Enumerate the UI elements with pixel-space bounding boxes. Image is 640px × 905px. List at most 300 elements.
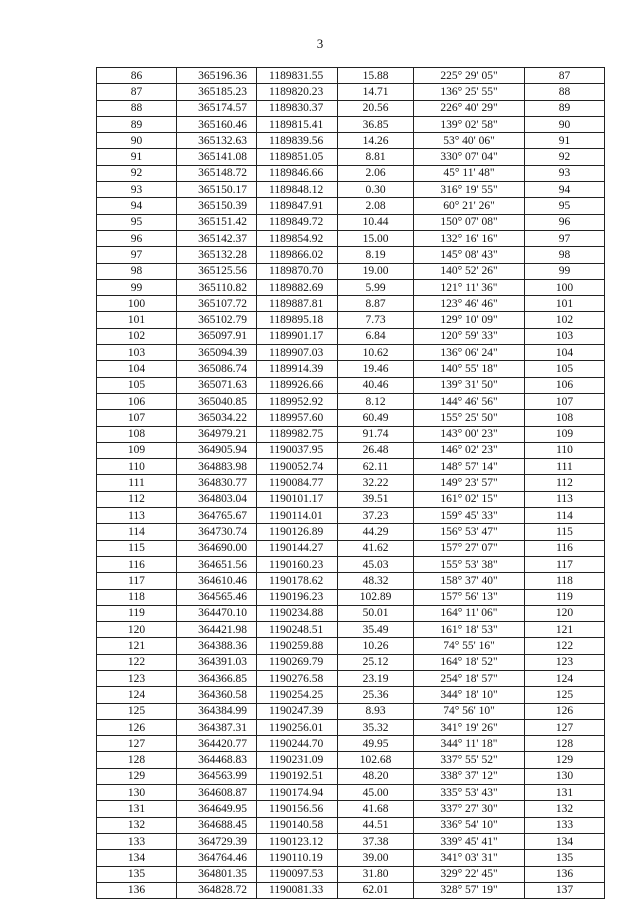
distance-cell: 37.38 <box>338 833 414 849</box>
y-coordinate-cell: 1189839.56 <box>257 133 338 149</box>
x-coordinate-cell: 364729.39 <box>177 833 257 849</box>
distance-cell: 62.01 <box>338 882 414 898</box>
next-point-cell: 115 <box>525 524 605 540</box>
y-coordinate-cell: 1189831.55 <box>257 68 338 84</box>
distance-cell: 91.74 <box>338 426 414 442</box>
distance-cell: 49.95 <box>338 736 414 752</box>
x-coordinate-cell: 364765.67 <box>177 508 257 524</box>
table-row <box>97 361 605 377</box>
x-coordinate-cell: 365196.36 <box>177 68 257 84</box>
y-coordinate-cell: 1190259.88 <box>257 638 338 654</box>
y-coordinate-cell: 1189815.41 <box>257 116 338 132</box>
distance-cell: 19.46 <box>338 361 414 377</box>
y-coordinate-cell: 1190097.53 <box>257 866 338 882</box>
y-coordinate-cell: 1190254.25 <box>257 687 338 703</box>
y-coordinate-cell: 1189907.03 <box>257 345 338 361</box>
table-row <box>97 687 605 703</box>
point-number-cell: 100 <box>97 296 177 312</box>
bearing-cell: 120° 59' 33" <box>414 328 525 344</box>
distance-cell: 60.49 <box>338 410 414 426</box>
x-coordinate-cell: 365174.57 <box>177 100 257 116</box>
table-row <box>97 100 605 116</box>
next-point-cell: 89 <box>525 100 605 116</box>
x-coordinate-cell: 364391.03 <box>177 654 257 670</box>
y-coordinate-cell: 1189846.66 <box>257 165 338 181</box>
point-number-cell: 131 <box>97 801 177 817</box>
point-number-cell: 114 <box>97 524 177 540</box>
distance-cell: 14.26 <box>338 133 414 149</box>
distance-cell: 102.89 <box>338 589 414 605</box>
point-number-cell: 120 <box>97 622 177 638</box>
next-point-cell: 136 <box>525 866 605 882</box>
x-coordinate-cell: 364905.94 <box>177 442 257 458</box>
y-coordinate-cell: 1189866.02 <box>257 247 338 263</box>
next-point-cell: 99 <box>525 263 605 279</box>
y-coordinate-cell: 1190174.94 <box>257 785 338 801</box>
table-row <box>97 801 605 817</box>
table-row <box>97 263 605 279</box>
next-point-cell: 122 <box>525 638 605 654</box>
point-number-cell: 136 <box>97 882 177 898</box>
bearing-cell: 129° 10' 09" <box>414 312 525 328</box>
point-number-cell: 125 <box>97 703 177 719</box>
x-coordinate-cell: 364649.95 <box>177 801 257 817</box>
distance-cell: 35.49 <box>338 622 414 638</box>
next-point-cell: 109 <box>525 426 605 442</box>
next-point-cell: 130 <box>525 768 605 784</box>
x-coordinate-cell: 365148.72 <box>177 165 257 181</box>
next-point-cell: 111 <box>525 459 605 475</box>
x-coordinate-cell: 365185.23 <box>177 84 257 100</box>
distance-cell: 44.29 <box>338 524 414 540</box>
bearing-cell: 341° 03' 31" <box>414 850 525 866</box>
bearing-cell: 148° 57' 14" <box>414 459 525 475</box>
distance-cell: 41.68 <box>338 801 414 817</box>
table-row <box>97 540 605 556</box>
point-number-cell: 96 <box>97 230 177 246</box>
next-point-cell: 98 <box>525 247 605 263</box>
table-row <box>97 312 605 328</box>
y-coordinate-cell: 1190110.19 <box>257 850 338 866</box>
x-coordinate-cell: 365110.82 <box>177 279 257 295</box>
x-coordinate-cell: 365141.08 <box>177 149 257 165</box>
bearing-cell: 341° 19' 26" <box>414 719 525 735</box>
x-coordinate-cell: 364421.98 <box>177 622 257 638</box>
next-point-cell: 134 <box>525 833 605 849</box>
table-row <box>97 866 605 882</box>
distance-cell: 8.93 <box>338 703 414 719</box>
distance-cell: 10.62 <box>338 345 414 361</box>
y-coordinate-cell: 1190114.01 <box>257 508 338 524</box>
point-number-cell: 92 <box>97 165 177 181</box>
x-coordinate-cell: 364651.56 <box>177 556 257 572</box>
point-number-cell: 107 <box>97 410 177 426</box>
point-number-cell: 95 <box>97 214 177 230</box>
bearing-cell: 337° 27' 30" <box>414 801 525 817</box>
bearing-cell: 161° 18' 53" <box>414 622 525 638</box>
distance-cell: 41.62 <box>338 540 414 556</box>
y-coordinate-cell: 1189901.17 <box>257 328 338 344</box>
y-coordinate-cell: 1190256.01 <box>257 719 338 735</box>
point-number-cell: 104 <box>97 361 177 377</box>
distance-cell: 7.73 <box>338 312 414 328</box>
table-row <box>97 230 605 246</box>
table-row <box>97 442 605 458</box>
bearing-cell: 159° 45' 33" <box>414 508 525 524</box>
y-coordinate-cell: 1190140.58 <box>257 817 338 833</box>
point-number-cell: 86 <box>97 68 177 84</box>
bearing-cell: 45° 11' 48" <box>414 165 525 181</box>
y-coordinate-cell: 1190126.89 <box>257 524 338 540</box>
distance-cell: 39.51 <box>338 491 414 507</box>
table-row <box>97 508 605 524</box>
point-number-cell: 132 <box>97 817 177 833</box>
next-point-cell: 108 <box>525 410 605 426</box>
x-coordinate-cell: 365151.42 <box>177 214 257 230</box>
distance-cell: 15.88 <box>338 68 414 84</box>
y-coordinate-cell: 1190156.56 <box>257 801 338 817</box>
next-point-cell: 94 <box>525 182 605 198</box>
next-point-cell: 131 <box>525 785 605 801</box>
distance-cell: 0.30 <box>338 182 414 198</box>
y-coordinate-cell: 1190269.79 <box>257 654 338 670</box>
y-coordinate-cell: 1190196.23 <box>257 589 338 605</box>
table-row <box>97 475 605 491</box>
y-coordinate-cell: 1189854.92 <box>257 230 338 246</box>
distance-cell: 14.71 <box>338 84 414 100</box>
next-point-cell: 126 <box>525 703 605 719</box>
table-row <box>97 785 605 801</box>
bearing-cell: 336° 54' 10" <box>414 817 525 833</box>
next-point-cell: 106 <box>525 377 605 393</box>
x-coordinate-cell: 364730.74 <box>177 524 257 540</box>
table-row <box>97 670 605 686</box>
table-row <box>97 345 605 361</box>
next-point-cell: 95 <box>525 198 605 214</box>
bearing-cell: 164° 11' 06" <box>414 605 525 621</box>
y-coordinate-cell: 1189882.69 <box>257 279 338 295</box>
distance-cell: 35.32 <box>338 719 414 735</box>
next-point-cell: 125 <box>525 687 605 703</box>
x-coordinate-cell: 364979.21 <box>177 426 257 442</box>
bearing-cell: 316° 19' 55" <box>414 182 525 198</box>
x-coordinate-cell: 364608.87 <box>177 785 257 801</box>
bearing-cell: 144° 46' 56" <box>414 393 525 409</box>
point-number-cell: 134 <box>97 850 177 866</box>
next-point-cell: 102 <box>525 312 605 328</box>
point-number-cell: 115 <box>97 540 177 556</box>
table-row <box>97 459 605 475</box>
bearing-cell: 344° 11' 18" <box>414 736 525 752</box>
point-number-cell: 122 <box>97 654 177 670</box>
table-row <box>97 247 605 263</box>
point-number-cell: 119 <box>97 605 177 621</box>
bearing-cell: 139° 02' 58" <box>414 116 525 132</box>
table-row <box>97 605 605 621</box>
distance-cell: 5.99 <box>338 279 414 295</box>
point-number-cell: 102 <box>97 328 177 344</box>
page-number: 3 <box>316 36 324 51</box>
table-row <box>97 524 605 540</box>
x-coordinate-cell: 364883.98 <box>177 459 257 475</box>
x-coordinate-cell: 364688.45 <box>177 817 257 833</box>
point-number-cell: 126 <box>97 719 177 735</box>
y-coordinate-cell: 1190037.95 <box>257 442 338 458</box>
bearing-cell: 143° 00' 23" <box>414 426 525 442</box>
y-coordinate-cell: 1189851.05 <box>257 149 338 165</box>
next-point-cell: 120 <box>525 605 605 621</box>
next-point-cell: 97 <box>525 230 605 246</box>
x-coordinate-cell: 364828.72 <box>177 882 257 898</box>
x-coordinate-cell: 364384.99 <box>177 703 257 719</box>
point-number-cell: 91 <box>97 149 177 165</box>
bearing-cell: 74° 56' 10" <box>414 703 525 719</box>
table-row <box>97 328 605 344</box>
x-coordinate-cell: 364563.99 <box>177 768 257 784</box>
x-coordinate-cell: 365132.28 <box>177 247 257 263</box>
table-row <box>97 589 605 605</box>
distance-cell: 2.06 <box>338 165 414 181</box>
y-coordinate-cell: 1189957.60 <box>257 410 338 426</box>
next-point-cell: 93 <box>525 165 605 181</box>
point-number-cell: 123 <box>97 670 177 686</box>
distance-cell: 10.44 <box>338 214 414 230</box>
x-coordinate-cell: 365034.22 <box>177 410 257 426</box>
distance-cell: 45.03 <box>338 556 414 572</box>
next-point-cell: 132 <box>525 801 605 817</box>
bearing-cell: 329° 22' 45" <box>414 866 525 882</box>
x-coordinate-cell: 364470.10 <box>177 605 257 621</box>
distance-cell: 37.23 <box>338 508 414 524</box>
point-number-cell: 110 <box>97 459 177 475</box>
x-coordinate-cell: 364468.83 <box>177 752 257 768</box>
y-coordinate-cell: 1190192.51 <box>257 768 338 784</box>
x-coordinate-cell: 365094.39 <box>177 345 257 361</box>
point-number-cell: 117 <box>97 573 177 589</box>
table-row <box>97 573 605 589</box>
distance-cell: 102.68 <box>338 752 414 768</box>
y-coordinate-cell: 1190231.09 <box>257 752 338 768</box>
distance-cell: 25.12 <box>338 654 414 670</box>
next-point-cell: 123 <box>525 654 605 670</box>
bearing-cell: 156° 53' 47" <box>414 524 525 540</box>
y-coordinate-cell: 1190234.88 <box>257 605 338 621</box>
bearing-cell: 149° 23' 57" <box>414 475 525 491</box>
y-coordinate-cell: 1190160.23 <box>257 556 338 572</box>
x-coordinate-cell: 365150.17 <box>177 182 257 198</box>
point-number-cell: 101 <box>97 312 177 328</box>
bearing-cell: 145° 08' 43" <box>414 247 525 263</box>
next-point-cell: 127 <box>525 719 605 735</box>
table-row <box>97 198 605 214</box>
bearing-cell: 150° 07' 08" <box>414 214 525 230</box>
x-coordinate-cell: 365040.85 <box>177 393 257 409</box>
y-coordinate-cell: 1190248.51 <box>257 622 338 638</box>
distance-cell: 25.36 <box>338 687 414 703</box>
point-number-cell: 88 <box>97 100 177 116</box>
table-row <box>97 703 605 719</box>
x-coordinate-cell: 364366.85 <box>177 670 257 686</box>
point-number-cell: 130 <box>97 785 177 801</box>
table-row <box>97 719 605 735</box>
next-point-cell: 104 <box>525 345 605 361</box>
x-coordinate-cell: 364610.46 <box>177 573 257 589</box>
table-row <box>97 752 605 768</box>
distance-cell: 50.01 <box>338 605 414 621</box>
x-coordinate-cell: 364420.77 <box>177 736 257 752</box>
point-number-cell: 116 <box>97 556 177 572</box>
bearing-cell: 328° 57' 19" <box>414 882 525 898</box>
x-coordinate-cell: 364801.35 <box>177 866 257 882</box>
next-point-cell: 129 <box>525 752 605 768</box>
bearing-cell: 161° 02' 15" <box>414 491 525 507</box>
table-body <box>97 68 605 899</box>
y-coordinate-cell: 1189870.70 <box>257 263 338 279</box>
point-number-cell: 109 <box>97 442 177 458</box>
next-point-cell: 116 <box>525 540 605 556</box>
table-row <box>97 622 605 638</box>
distance-cell: 15.00 <box>338 230 414 246</box>
distance-cell: 36.85 <box>338 116 414 132</box>
y-coordinate-cell: 1189926.66 <box>257 377 338 393</box>
point-number-cell: 121 <box>97 638 177 654</box>
bearing-cell: 136° 25' 55" <box>414 84 525 100</box>
table-row <box>97 165 605 181</box>
y-coordinate-cell: 1190052.74 <box>257 459 338 475</box>
point-number-cell: 124 <box>97 687 177 703</box>
next-point-cell: 103 <box>525 328 605 344</box>
next-point-cell: 92 <box>525 149 605 165</box>
y-coordinate-cell: 1189895.18 <box>257 312 338 328</box>
table-row <box>97 296 605 312</box>
point-number-cell: 112 <box>97 491 177 507</box>
y-coordinate-cell: 1190247.39 <box>257 703 338 719</box>
next-point-cell: 96 <box>525 214 605 230</box>
distance-cell: 2.08 <box>338 198 414 214</box>
table-row <box>97 882 605 898</box>
y-coordinate-cell: 1190178.62 <box>257 573 338 589</box>
distance-cell: 62.11 <box>338 459 414 475</box>
y-coordinate-cell: 1189887.81 <box>257 296 338 312</box>
next-point-cell: 91 <box>525 133 605 149</box>
point-number-cell: 89 <box>97 116 177 132</box>
distance-cell: 10.26 <box>338 638 414 654</box>
bearing-cell: 335° 53' 43" <box>414 785 525 801</box>
x-coordinate-cell: 364388.36 <box>177 638 257 654</box>
bearing-cell: 157° 27' 07" <box>414 540 525 556</box>
table-row <box>97 850 605 866</box>
table-row <box>97 736 605 752</box>
point-number-cell: 128 <box>97 752 177 768</box>
table-row <box>97 410 605 426</box>
y-coordinate-cell: 1189982.75 <box>257 426 338 442</box>
bearing-cell: 337° 55' 52" <box>414 752 525 768</box>
distance-cell: 20.56 <box>338 100 414 116</box>
point-number-cell: 93 <box>97 182 177 198</box>
point-number-cell: 135 <box>97 866 177 882</box>
table-row <box>97 638 605 654</box>
bearing-cell: 123° 46' 46" <box>414 296 525 312</box>
next-point-cell: 114 <box>525 508 605 524</box>
next-point-cell: 90 <box>525 116 605 132</box>
bearing-cell: 121° 11' 36" <box>414 279 525 295</box>
point-number-cell: 94 <box>97 198 177 214</box>
point-number-cell: 97 <box>97 247 177 263</box>
distance-cell: 40.46 <box>338 377 414 393</box>
y-coordinate-cell: 1189848.12 <box>257 182 338 198</box>
distance-cell: 6.84 <box>338 328 414 344</box>
y-coordinate-cell: 1190084.77 <box>257 475 338 491</box>
x-coordinate-cell: 364690.00 <box>177 540 257 556</box>
point-number-cell: 113 <box>97 508 177 524</box>
point-number-cell: 87 <box>97 84 177 100</box>
distance-cell: 44.51 <box>338 817 414 833</box>
next-point-cell: 128 <box>525 736 605 752</box>
table-row <box>97 182 605 198</box>
distance-cell: 39.00 <box>338 850 414 866</box>
next-point-cell: 100 <box>525 279 605 295</box>
coordinates-table <box>96 67 605 899</box>
next-point-cell: 118 <box>525 573 605 589</box>
bearing-cell: 155° 53' 38" <box>414 556 525 572</box>
table-row <box>97 116 605 132</box>
x-coordinate-cell: 365125.56 <box>177 263 257 279</box>
table-row <box>97 214 605 230</box>
bearing-cell: 226° 40' 29" <box>414 100 525 116</box>
bearing-cell: 344° 18' 10" <box>414 687 525 703</box>
next-point-cell: 101 <box>525 296 605 312</box>
y-coordinate-cell: 1190101.17 <box>257 491 338 507</box>
table-row <box>97 68 605 84</box>
next-point-cell: 105 <box>525 361 605 377</box>
distance-cell: 48.20 <box>338 768 414 784</box>
next-point-cell: 112 <box>525 475 605 491</box>
x-coordinate-cell: 365097.91 <box>177 328 257 344</box>
point-number-cell: 111 <box>97 475 177 491</box>
next-point-cell: 107 <box>525 393 605 409</box>
point-number-cell: 133 <box>97 833 177 849</box>
point-number-cell: 118 <box>97 589 177 605</box>
y-coordinate-cell: 1189952.92 <box>257 393 338 409</box>
bearing-cell: 157° 56' 13" <box>414 589 525 605</box>
table-row <box>97 817 605 833</box>
next-point-cell: 137 <box>525 882 605 898</box>
table-row <box>97 377 605 393</box>
x-coordinate-cell: 364803.04 <box>177 491 257 507</box>
next-point-cell: 88 <box>525 84 605 100</box>
distance-cell: 45.00 <box>338 785 414 801</box>
next-point-cell: 121 <box>525 622 605 638</box>
x-coordinate-cell: 364360.58 <box>177 687 257 703</box>
point-number-cell: 105 <box>97 377 177 393</box>
table-row <box>97 133 605 149</box>
next-point-cell: 119 <box>525 589 605 605</box>
distance-cell: 26.48 <box>338 442 414 458</box>
point-number-cell: 103 <box>97 345 177 361</box>
next-point-cell: 133 <box>525 817 605 833</box>
point-number-cell: 127 <box>97 736 177 752</box>
x-coordinate-cell: 365086.74 <box>177 361 257 377</box>
y-coordinate-cell: 1190144.27 <box>257 540 338 556</box>
bearing-cell: 330° 07' 04" <box>414 149 525 165</box>
x-coordinate-cell: 364764.46 <box>177 850 257 866</box>
distance-cell: 48.32 <box>338 573 414 589</box>
distance-cell: 8.12 <box>338 393 414 409</box>
table-row <box>97 279 605 295</box>
x-coordinate-cell: 365132.63 <box>177 133 257 149</box>
x-coordinate-cell: 365107.72 <box>177 296 257 312</box>
y-coordinate-cell: 1189914.39 <box>257 361 338 377</box>
